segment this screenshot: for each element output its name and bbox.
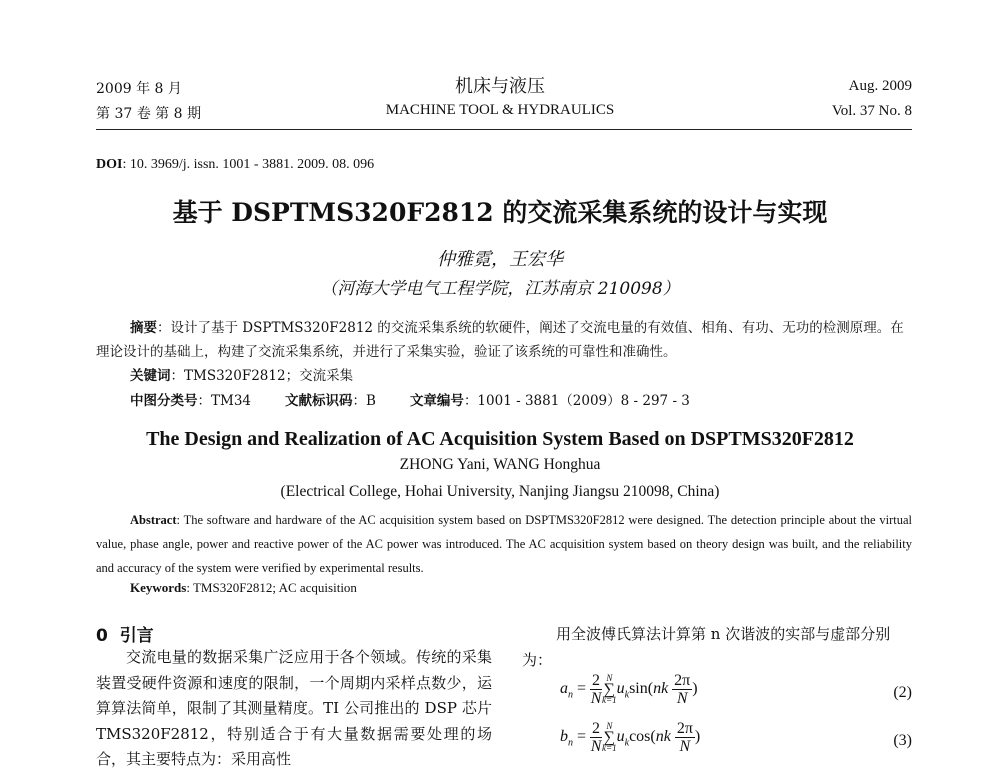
eq3-sum: N ∑ k=1: [602, 721, 617, 753]
eq2-lhs-sub: n: [568, 689, 573, 701]
eq2-arg-pre: nk: [653, 680, 669, 698]
eq2-coef-num: 2: [592, 672, 601, 689]
eq3-sum-top: N: [606, 721, 613, 731]
abstract-cn: [96, 316, 912, 364]
authors-en: ZHONG Yani, WANG Honghua: [399, 456, 601, 473]
eq2-lhs: a: [560, 680, 568, 698]
eq3-arg-pre: nk: [655, 728, 671, 746]
doi-line: [96, 157, 374, 173]
eq2-func: sin: [629, 680, 648, 698]
doi-value: : 10. 3969/j. issn. 1001 - 3881. 2009. 08. 096: [122, 157, 375, 172]
eq3-coef-num: 2: [592, 720, 601, 737]
header-issue-en: Vol. 37 No. 8: [831, 103, 912, 119]
article-no-value: ：1001 - 3881（2009）8 - 297 - 3: [463, 393, 690, 409]
section-heading: [96, 621, 154, 646]
eq2-arg-num: 2π: [674, 672, 691, 689]
section-number: 0: [96, 626, 108, 646]
journal-title-en: MACHINE TOOL & HYDRAULICS: [385, 102, 615, 118]
keywords-en: [130, 580, 357, 596]
header-date-en: Aug. 2009: [848, 78, 912, 94]
header-issue-cn: 第 37 卷 第 8 期: [96, 106, 201, 122]
doi-label: DOI: [96, 157, 123, 172]
eq3-sum-bottom: k=1: [602, 743, 617, 753]
eq2-coef: [590, 672, 602, 707]
eq2-sum-top: N: [606, 673, 613, 683]
keywords-cn-label: 关键词: [130, 368, 171, 384]
eq2-arg-den: N: [676, 690, 688, 707]
paper-title-cn: 基于 DSPTMS320F2812 的交流采集系统的设计与实现: [172, 198, 828, 227]
equation-2: $a_n$ = $\frac{2}{N}$ N ∑ k=1 $u_k\sin(nk$ $\frac{2\pi}{N}$ ): [560, 672, 698, 707]
eq2-arg: [672, 672, 692, 707]
equation-2-number: (2): [893, 684, 912, 701]
eq3-lhs-sub: n: [568, 737, 573, 749]
section-title: 引言: [119, 626, 154, 646]
keywords-cn-text: ：TMS320F2812；交流采集: [170, 368, 354, 384]
journal-title-cn: 机床与液压: [455, 76, 545, 97]
eq2-term: u: [616, 680, 625, 698]
paper-title-en: The Design and Realization of AC Acquisition System Based on DSPTMS320F2812: [146, 428, 854, 450]
affiliation-en: (Electrical College, Hohai University, Nanjing Jiangsu 210098, China): [280, 483, 720, 500]
doccode-label: 文献标识码: [285, 393, 353, 409]
affiliation-cn: （河海大学电气工程学院，江苏南京 210098）: [320, 279, 680, 299]
eq2-term-sub: k: [624, 689, 630, 701]
eq2-sum: N ∑ k=1: [602, 673, 617, 705]
keywords-en-label: Keywords: [130, 580, 187, 595]
header-date-cn: 2009 年 8 月: [96, 81, 182, 97]
eq3-term: u: [616, 728, 625, 746]
eq2-coef-den: N: [590, 690, 602, 707]
clc-label: 中图分类号: [130, 393, 198, 409]
fourier-intro-text: 用全波傅氏算法计算第 n 次谐波的实部与虚部分别为：: [522, 625, 891, 669]
eq3-lhs: b: [560, 728, 568, 746]
clc-value: ：TM34: [197, 393, 252, 409]
eq3-arg: [675, 720, 695, 755]
article-no-label: 文章编号: [409, 393, 464, 409]
header-rule: [96, 129, 912, 130]
authors-cn: 仲雅霓，王宏华: [437, 249, 563, 270]
eq3-arg-num: 2π: [676, 720, 693, 737]
eq3-term-sub: k: [624, 737, 630, 749]
eq3-arg-den: N: [679, 738, 691, 755]
abstract-en-label: Abstract: [130, 513, 177, 527]
equation-3: $b_n$ = $\frac{2}{N}$ N ∑ k=1 $u_k\cos(nk$ $\frac{2\pi}{N}$ ): [560, 720, 701, 755]
abstract-cn-label: 摘要: [130, 320, 157, 336]
intro-column-left: [96, 645, 492, 773]
eq3-coef: [590, 720, 602, 755]
keywords-en-text: : TMS320F2812; AC acquisition: [186, 580, 357, 595]
intro-paragraph: 交流电量的数据采集广泛应用于各个领域。传统的采集装置受硬件资源和速度的限制，一个周期内采样点数少，运算算法简单，限制了其测量精度。TI 公司推出的 DSP 芯片 TMS320F2812，特别适合于有大量数据需要处理的场合，其主要特点为：采用高性: [96, 648, 492, 768]
classification-line: [130, 389, 690, 409]
keywords-cn: [130, 364, 353, 384]
eq3-coef-den: N: [590, 738, 602, 755]
eq3-func: cos: [629, 728, 651, 746]
abstract-en-text: : The software and hardware of the AC acquisition system based on DSPTMS320F2812 were designed. The detection principle about the virtual value, phase angle, power and reactive power of the AC power was introduced. The AC acquisition system based on theory design was built, and the reliability and accuracy of the system were verified by experimental results.: [96, 513, 912, 575]
right-column-intro: [522, 621, 914, 673]
doccode-value: ：B: [352, 393, 376, 409]
eq2-sum-bottom: k=1: [602, 695, 617, 705]
abstract-en: [96, 508, 912, 580]
abstract-cn-text: ：设计了基于 DSPTMS320F2812 的交流采集系统的软硬件，阐述了交流电量的有效值、相角、有功、无功的检测原理。在理论设计的基础上，构建了交流采集系统，并进行了采集实验，验证了该系统的可靠性和准确性。: [96, 320, 904, 360]
equation-3-number: (3): [893, 732, 912, 749]
